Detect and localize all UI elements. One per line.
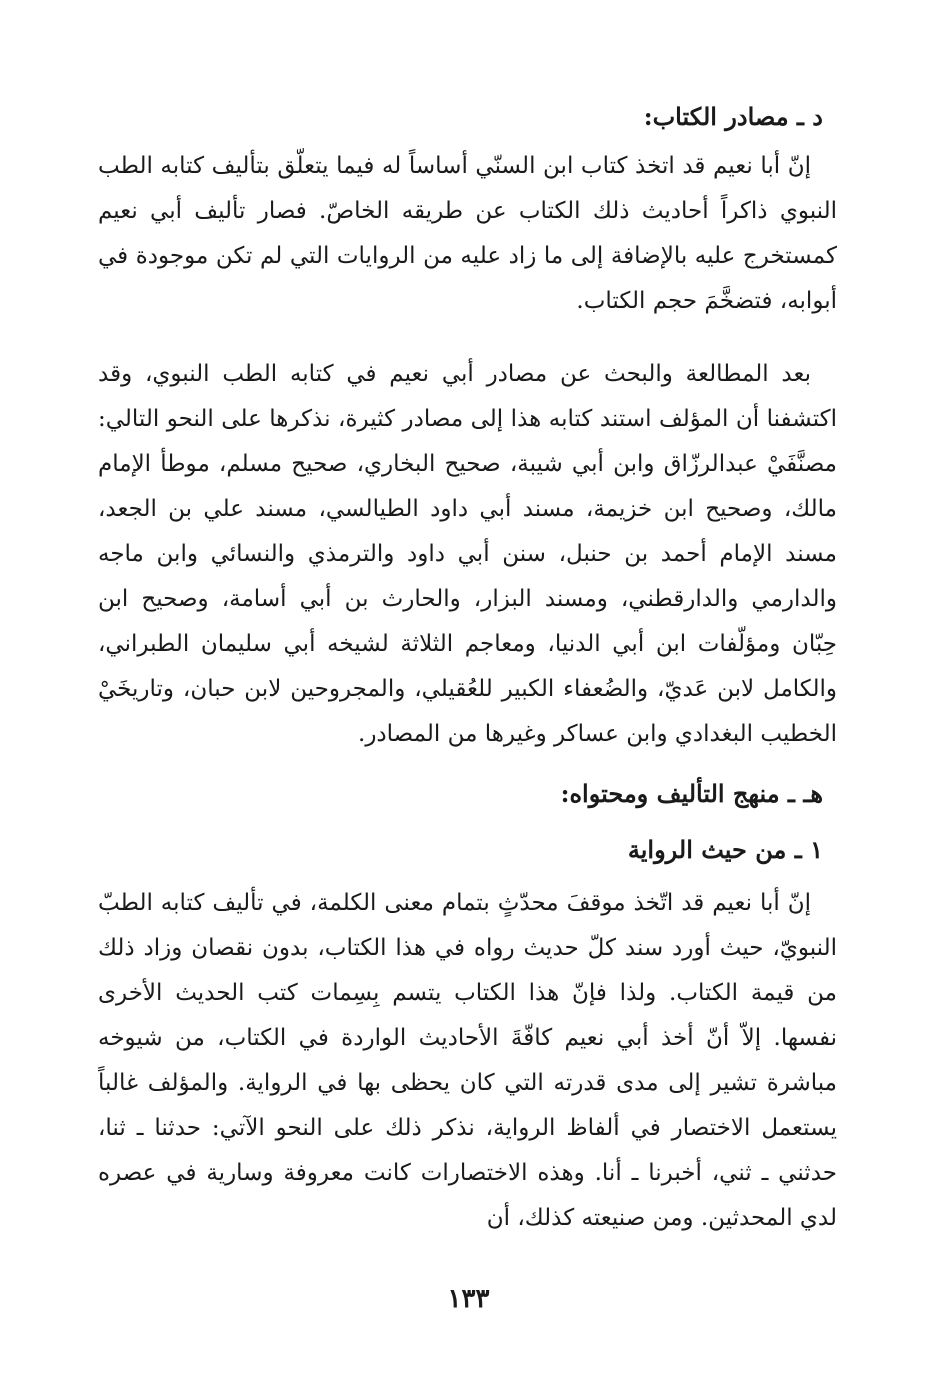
subsection-heading-narration: ١ ـ من حيث الرواية [627, 835, 823, 864]
section-heading-method: هـ ـ منهج التأليف ومحتواه: [560, 779, 823, 808]
section-heading-sources: د ـ مصادر الكتاب: [643, 102, 823, 131]
paragraph-sources-list: بعد المطالعة والبحث عن مصادر أبي نعيم في كتابه الطب النبوي، وقد اكتشفنا أن المؤلف استند كتابه هذا إلى مصادر كثيرة، نذكرها على النحو التالي: مصنَّفَيْ عبدالرزّاق وابن أبي شيبة، صحيح البخاري، صحيح مسلم، موطأ الإمام مالك، وصحيح ابن خزيمة، مسند أبي داود الطيالسي، مسند علي بن الجعد، مسند الإمام أحمد بن حنبل، سنن أبي داود والترمذي والنسائي وابن ماجه والدارمي والدارقطني، ومسند البزار، والحارث بن أبي أسامة، وصحيح ابن حِبّان ومؤلّفات ابن أبي الدنيا، ومعاجم الثلاثة لشيخه أبي سليمان الطبراني، والكامل لابن عَديّ، والضُعفاء الكبير للعُقيلي، والمجروحين لابن حبان، وتاريخَيْ الخطيب البغدادي وابن عساكر وغيرها من المصادر. [98, 361, 837, 747]
page-number: ١٣٣ [447, 1284, 490, 1314]
paragraph-sources-intro: إنّ أبا نعيم قد اتخذ كتاب ابن السنّي أساساً له فيما يتعلّق بتأليف كتابه الطب النبوي ذاكراً أحاديث ذلك الكتاب عن طريقه الخاصّ. فصار تأليف أبي نعيم كمستخرج عليه بالإضافة إلى ما زاد عليه من الروايات التي لم تكن موجودة في أبوابه، فتضخَّمَ حجم الكتاب. [98, 153, 837, 314]
paragraph-narration: إنّ أبا نعيم قد اتّخذ موقفَ محدّثٍ بتمام معنى الكلمة، في تأليف كتابه الطبّ النبويّ، حيث أورد سند كلّ حديث رواه في هذا الكتاب، بدون نقصان وزاد ذلك من قيمة الكتاب. ولذا فإنّ هذا الكتاب يتسم بِسِمات كتب الحديث الأخرى نفسها. إلاّ أنّ أخذ أبي نعيم كافّةَ الأحاديث الواردة في الكتاب، من شيوخه مباشرة تشير إلى مدى قدرته التي كان يحظى بها في الرواية. والمؤلف غالباً يستعمل الاختصار في ألفاظ الرواية، نذكر ذلك على النحو الآتي: حدثنا ـ ثنا، حدثني ـ ثني، أخبرنا ـ أنا. وهذه الاختصارات كانت معروفة وسارية في عصره لدي المحدثين. ومن صنيعته كذلك، أن [98, 890, 837, 1231]
